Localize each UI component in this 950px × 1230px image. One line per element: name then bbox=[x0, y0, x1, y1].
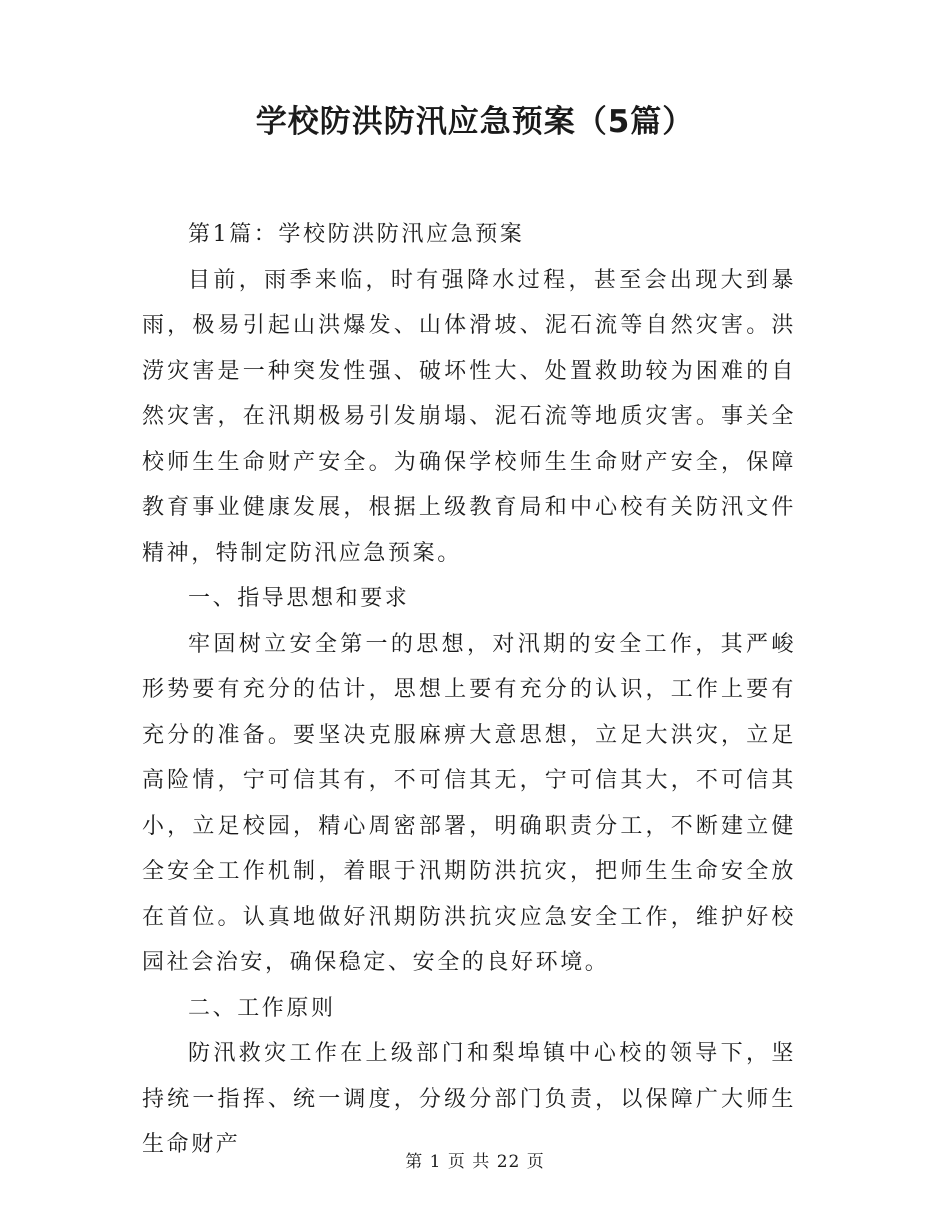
document-title: 学校防洪防汛应急预案（5篇） bbox=[255, 104, 695, 140]
body-paragraph: 防汛救灾工作在上级部门和梨埠镇中心校的领导下，坚持统一指挥、统一调度，分级分部门负责，以保障广大师生生命财产 bbox=[142, 1041, 796, 1157]
section-heading-part-1: 第1篇：学校防洪防汛应急预案 bbox=[188, 222, 525, 247]
section-heading-working-principles: 二、工作原则 bbox=[188, 995, 336, 1021]
body-paragraph: 牢固树立安全第一的思想，对汛期的安全工作，其严峻形势要有充分的估计，思想上要有充分的认识，工作上要有充分的准备。要坚决克服麻痹大意思想，立足大洪灾，立足高险情，宁可信其有，不可信其无，宁可信其大，不可信其小，立足校园，精心周密部署，明确职责分工，不断建立健全安全工作机制，着眼于汛期防洪抗灾，把师生生命安全放在首位。认真地做好汛期防洪抗灾应急安全工作，维护好校园社会治安，确保稳定、安全的良好环境。 bbox=[142, 631, 796, 975]
document-body bbox=[142, 212, 796, 1168]
page-number-footer: 第 1 页 共 22 页 bbox=[405, 1152, 545, 1172]
body-paragraph: 目前，雨季来临，时有强降水过程，甚至会出现大到暴雨，极易引起山洪爆发、山体滑坡、泥石流等自然灾害。洪涝灾害是一种突发性强、破坏性大、处置救助较为困难的自然灾害，在汛期极易引发崩塌、泥石流等地质灾害。事关全校师生生命财产安全。为确保学校师生生命财产安全，保障教育事业健康发展，根据上级教育局和中心校有关防汛文件精神，特制定防汛应急预案。 bbox=[142, 267, 796, 566]
section-heading-guiding-principles: 一、指导思想和要求 bbox=[188, 586, 410, 611]
